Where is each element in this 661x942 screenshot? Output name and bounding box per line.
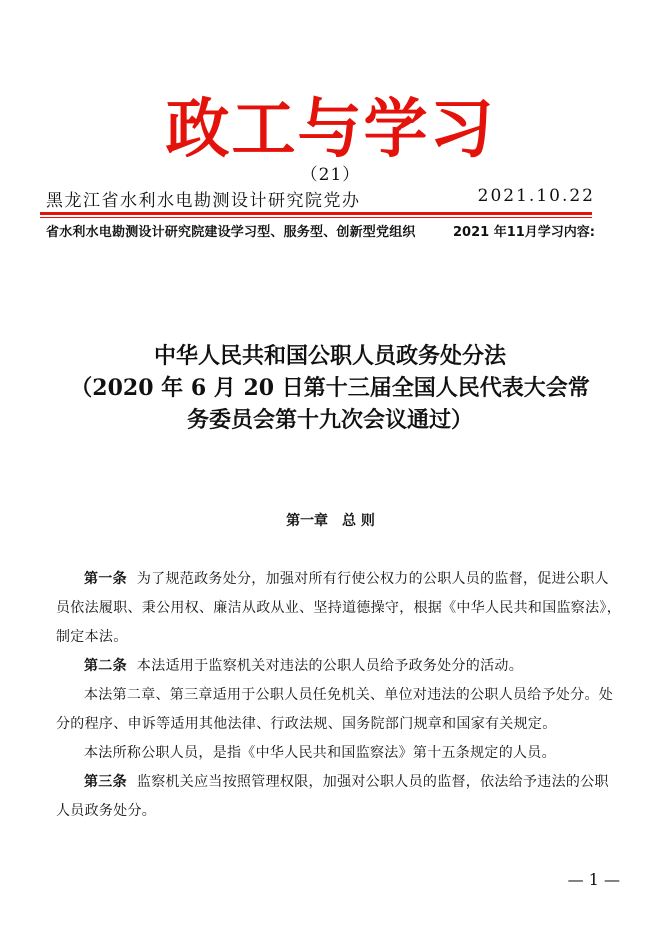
title-line-2: （2020 年 6 月 20 日第十三届全国人民代表大会常 xyxy=(70,375,590,401)
title-line-3: 务委员会第十九次会议通过） xyxy=(186,407,473,433)
masthead-title: 政工与学习 xyxy=(165,93,496,167)
issue-date: 2021.10.22 xyxy=(477,186,595,206)
paragraph xyxy=(56,739,621,768)
page-number: — 1 — xyxy=(567,870,620,889)
document-title xyxy=(40,340,620,436)
paragraph-text: 本法适用于监察机关对违法的公职人员给予政务处分的活动。 xyxy=(136,658,524,674)
article-label: 第二条 xyxy=(84,658,127,674)
header-rule-thin xyxy=(40,217,592,218)
article-label: 第一条 xyxy=(84,571,127,587)
paragraph-text: 本法第二章、第三章适用于公职人员任免机关、单位对违法的公职人员给予处分。处分的程序、申诉等适用其他法律、行政法规、国务院部门规章和国家有关规定。 xyxy=(56,687,614,732)
paragraph xyxy=(56,652,621,681)
header-rule-thick xyxy=(40,212,592,215)
paragraph xyxy=(56,768,621,826)
paragraph-text: 为了规范政务处分，加强对所有行使公权力的公职人员的监督，促进公职人员依法履职、秉公用权、廉洁从政从业、坚持道德操守，根据《中华人民共和国监察法》，制定本法。 xyxy=(56,571,621,645)
paragraph xyxy=(56,565,621,652)
paragraph xyxy=(56,681,621,739)
org-slogan: 省水利水电勘测设计研究院建设学习型、服务型、创新型党组织 xyxy=(46,225,416,240)
title-line-1: 中华人民共和国公职人员政务处分法 xyxy=(153,343,506,369)
chapter-heading: 第一章 总 则 xyxy=(286,513,375,529)
article-body xyxy=(56,565,621,826)
issuer-name: 黑龙江省水利水电勘测设计研究院党办 xyxy=(46,191,361,211)
paragraph-text: 本法所称公职人员，是指《中华人民共和国监察法》第十五条规定的人员。 xyxy=(84,745,556,761)
article-label: 第三条 xyxy=(84,774,127,790)
paragraph-text: 监察机关应当按照管理权限，加强对公职人员的监督，依法给予违法的公职人员政务处分。 xyxy=(56,774,609,819)
study-content-label: 2021 年11月学习内容: xyxy=(453,225,595,240)
issue-number: （21） xyxy=(300,165,361,185)
